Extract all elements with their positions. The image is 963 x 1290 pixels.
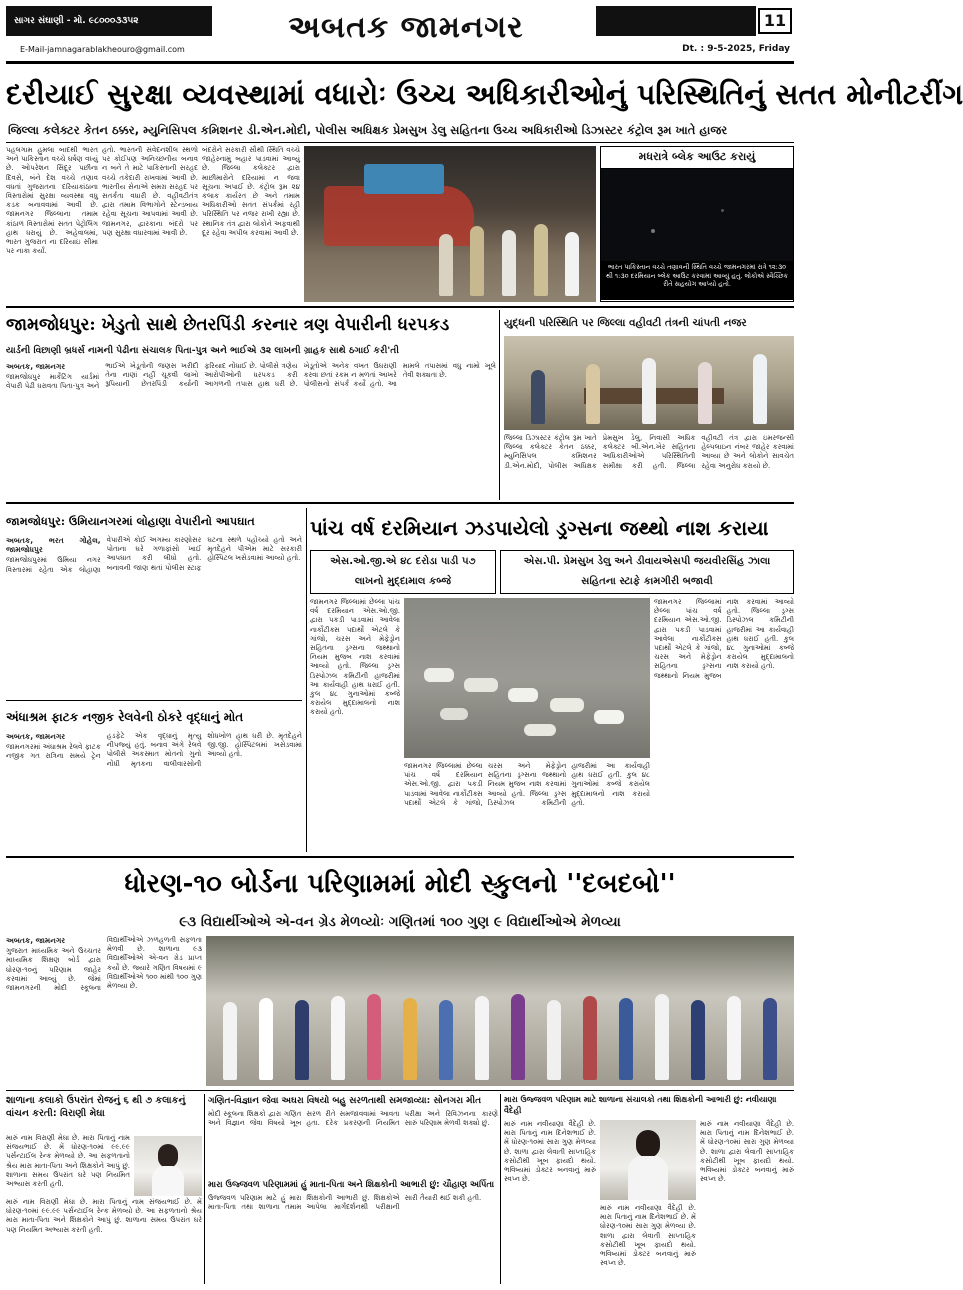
story2-byline: અબતક, જામનગર: [6, 362, 66, 371]
story6-box1: [310, 550, 496, 594]
story4-byline: અબતક, ભરત ગોહેલ, જામજોધપુર: [6, 536, 101, 555]
bottom-col2-body: મોદી સ્કૂલના શિક્ષકો દ્વારા ગણિત અને વિજ્ઞાન જેવા વિષયો ખૂબ સરળ રીતે સમજાવવામાં આવતા હતા. દરેક પ્રકરણની નિયમિત પરીક્ષા અને રિવિઝનના કારણે સારું પરિણામ મેળવી શક્યો છું.: [208, 1110, 498, 1128]
bottom-col2b-title: મારા ઉજ્જવળ પરિણામમાં હું માતા-પિતા અને શિક્ષકોની આભારી છું: ચૌહાણ અર્પિતા: [208, 1180, 495, 1190]
officials-at-desk: [504, 344, 794, 430]
story1-rule: [6, 142, 794, 143]
bottom-col3-title: મારા ઉજ્જવળ પરિણામ માટે શાળાના સંચાલકો તથા શિક્ષકોની આભારી છું: નવીયાણા વૈદેહી: [504, 1095, 777, 1115]
story6-box2-text: એસ.પી. પ્રેમસુખ ડેલુ અને ડીવાયએસપી જયવીરસિંહ ઝાલા સહિતના સ્ટાફે કામગીરી બજાવી: [523, 556, 771, 587]
masthead-right-strip: [596, 6, 756, 36]
officials-group: [424, 206, 594, 302]
control-room-photo: [504, 336, 794, 430]
students-group-photo: [206, 936, 794, 1086]
section-rule-1: [6, 306, 794, 308]
bottom-col2-title: ગણિત-વિજ્ઞાન જેવા અઘરા વિષયો બહુ સરળતાથી સમજાવ્યા: સોનગરા મીત: [208, 1096, 482, 1106]
harbour-officials-photo: [304, 146, 596, 302]
story3-headline: યુદ્ધની પરિસ્થિતિ પર જિલ્લા વહીવટી તંત્રની ચાંપતી નજર: [504, 317, 747, 329]
page-number: 11: [763, 11, 787, 30]
drugs-disposal-photo: [404, 598, 650, 758]
page-number-box: [758, 8, 792, 34]
section-rule-3: [6, 856, 794, 858]
story7-headline: ધોરણ-૧૦ બોર્ડના પરિણામમાં મોદી સ્કુલનો ''દબદબો'': [124, 869, 676, 899]
story5-rule: [6, 700, 302, 701]
story7-subhead: ૯૩ વિદ્યાર્થીઓએ એ-વન ગ્રેડ મેળવ્યોઃ ગણિતમાં ૧૦૦ ગુણ ૯ વિદ્યાર્થીઓએ મેળવ્યા: [179, 914, 621, 930]
story6-headline: પાંચ વર્ષ દરમિયાન ઝડપાયેલો ડ્રગ્સના જથ્થો નાશ કરાયા: [310, 516, 769, 540]
bottom-col2: [208, 1094, 498, 1284]
section-rule-4: [6, 1090, 794, 1091]
story1-subhead: જિલ્લા કલેક્ટર કેતન ઠક્કર, મ્યુનિસિપલ કમિશનર ડી.એન.મોદી, પોલીસ અધિક્ષક પ્રેમસુખ ડેલુ સહિતના ઉચ્ચ અધિકારીઓ ડિઝાસ્ટર કંટ્રોલ રૂમ ખાતે હાજર: [8, 123, 728, 137]
story2-body: અબતક, જામનગર જામજોધપુર માર્કેટિંગ યાર્ડમાં વેપારી પેઢી ધરાવતા પિતા-પુત્ર અને ભાઈએ ખેડૂતોની જણસ ખરીદી તેના નાણાં નહીં ચૂકવી લાખો રૂપિયાની છેતરપિંડી કર્યાની ફરિયાદ નોંધાઈ છે. પોલીસે ત્રણેય આરોપીઓની ધરપકડ કરી આગળની તપાસ હાથ ધરી છે. ખેડૂતોએ અનેક વખત ઉઘરાણી કરવા છતાં રકમ ન મળતાં આખરે પોલીસનો સંપર્ક કર્યો હતો. આ મામલે તપાસમાં વધુ નામો ખૂલે તેવી શક્યતા છે.: [6, 362, 496, 391]
story5-headline: અંધાશ્રમ ફાટક નજીક રેલવેની ઠોકરે વૃદ્ધાનું મોત: [6, 710, 244, 724]
story1-headline: દરીયાઈ સુરક્ષા વ્યવસ્થામાં વધારોઃ ઉચ્ચ અધિકારીઓનું પરિસ્થિતિનું સતત મોનીટરીંગ: [6, 77, 963, 111]
masthead-date: [606, 40, 794, 58]
masthead-rule: [6, 61, 794, 64]
bottom-col1: [6, 1094, 202, 1284]
masthead-left-strip: [6, 6, 212, 36]
boat-cabin: [364, 164, 444, 194]
story6-box2: [500, 550, 794, 594]
bottom-col3-body-right: મારું નામ નવીયાણા વૈદેહી છે. મારા પિતાનું નામ દિનેશભાઈ છે. મેં ધોરણ-૧૦માં સારા ગુણ મેળવ્યા છે. શાળા દ્વારા લેવાતી સાપ્તાહિક કસોટીથી ખૂબ ફાયદો થયો. ભવિષ્યમાં ડોક્ટર બનવાનું મારું સ્વપ્ન છે.: [700, 1120, 794, 1184]
story4-body: અબતક, ભરત ગોહેલ, જામજોધપુર જામજોધપુરમાં ઉમિયા નગર વિસ્તારમાં રહેતા એક લોહાણા વેપારીએ કોઈ અગમ્ય કારણોસર પોતાના ઘરે ગળાફાંસો ખાઈ આપઘાત કરી લીધો હતો. બનાવની જાણ થતાં પોલીસ સ્ટાફ ઘટના સ્થળે પહોંચ્યો હતો અને મૃતદેહને પીએમ માટે સરકારી હોસ્પિટલ ખસેડવામાં આવ્યો હતો.: [6, 536, 302, 574]
masthead-title: [276, 8, 536, 48]
section-rule-2: [6, 502, 794, 504]
story3-body: જિલ્લા ડિઝાસ્ટર કંટ્રોલ રૂમ ખાતે જિલ્લા કલેક્ટર કેતન ઠક્કર, મ્યુનિસિપલ કમિશનર ડી.એન.મોદી, પોલીસ અધિક્ષક પ્રેમસુખ ડેલુ, નિવાસી અધિક કલેક્ટર બી.એન.ખેર સહિતના અધિકારીઓએ પરિસ્થિતિની સમીક્ષા કરી હતી. જિલ્લા વહીવટી તંત્ર દ્વારા ઇમરજન્સી હેલ્પલાઇન નંબર જાહેર કરવામાં આવ્યા છે અને લોકોને સાવચેત રહેવા અનુરોધ કરાયો છે.: [504, 434, 794, 470]
story4-headline: જામજોધપુર: ઉમિયાનગરમાં લોહાણા વેપારીનો આપઘાત: [6, 514, 255, 528]
story2-headline: જામજોધપુર: ખેડુતો સાથે છેતરપિંડી કરનાર ત્રણ વેપારીની ધરપકડ: [6, 315, 450, 335]
story1-col3: બંદરોને સરકારી સૌથી સ્થિતિ વચ્ચે જાહેરનામું બહાર પાડવામાં આવ્યું છે. જિલ્લા કલેક્ટર દ્વારા માછીમારોને દરિયામાં ન જવા સૂચના અપાઈ છે. કંટ્રોલ રૂમ ૨૪ કલાક કાર્યરત છે અને તમામ અધિકારીઓ સતત સંપર્કમાં રહી પરિસ્થિતિ પર નજર રાખી રહ્યા છે. સ્થાનિક તંત્ર દ્વારા લોકોને અફવાથી દૂર રહેવા અપીલ કરવામાં આવી છે.: [202, 146, 300, 237]
vertical-rule-1: [499, 310, 500, 500]
bottom-col3-body-mid: મારું નામ નવીયાણા વૈદેહી છે. મારા પિતાનું નામ દિનેશભાઈ છે. મેં ધોરણ-૧૦માં સારા ગુણ મેળવ્યા છે. શાળા દ્વારા લેવાતી સાપ્તાહિક કસોટીથી ખૂબ ફાયદો થયો. ભવિષ્યમાં ડોક્ટર બનવાનું મારું સ્વપ્ન છે.: [600, 1204, 696, 1268]
bottom-col2b-body: ઉજ્જવળ પરિણામ માટે હું મારા માતા-પિતા તથા શાળાના તમામ શિક્ષકોની આભારી છું. શિક્ષકોએ આપેલા માર્ગદર્શનથી પરીક્ષાની સારી તૈયારી થઈ શકી હતી.: [208, 1194, 482, 1212]
story6-body-bottom: જામનગર જિલ્લામાં છેલ્લા પાંચ વર્ષ દરમિયાન એસ.ઓ.જી. દ્વારા પકડી પાડવામાં આવેલા નાર્કોટીક્સ પદાર્થો એટલે કે ગાંજો, ચરસ અને મેફેડ્રોન સહિતના ડ્રગ્સના જથ્થાનો નિયમ મુજબ નાશ કરવામાં આવ્યો હતો. જિલ્લા ડ્રગ્સ ડિસ્પોઝલ કમિટીની હાજરીમાં આ કાર્યવાહી હાથ ધરાઈ હતી. કુલ ૪૮ ગુનાઓમાં કબ્જે કરાયેલ મુદ્દામાલનો નાશ કરાયો હતો.: [404, 762, 650, 807]
story6-box1-text: એસ.ઓ.જી.એ ૪૮ દરોડા પાડી ૫૭ લાખનો મુદ્દામાલ કબ્જે: [330, 556, 476, 587]
megha-photo: [134, 1136, 202, 1196]
story1-col2: હતો. ભારતની સંવેદનશીલ સ્થળો પર કોઈપણ અનિચ્છનીય બનાવ ન બને તે માટે પાકિસ્તાની સરહદ વચ્ચે તકેદારી રાખવામાં આવી છે. ભારતીય સેનાએ સમગ્ર સરહદ પર સતર્કતા વધારી છે. વહીવટીતંત્ર દ્વારા તમામ વિભાગોને સ્ટેન્ડબાય રહેવા સૂચના આપવામાં આવી છે. જામનગર, દ્વારકાના બંદરો પર પણ સુરક્ષા વધારવામાં આવી છે.: [102, 146, 198, 237]
story5-body: અબતક, જામનગર જામનગરમાં અંધાશ્રમ રેલવે ફાટક નજીક ગત રાત્રિના સમયે ટ્રેન હડફેટે એક વૃદ્ધાનું મૃત્યુ નીપજ્યું હતું. બનાવ અંગે રેલવે પોલીસે અકસ્માત મોતનો ગુનો નોંધી મૃતકના વાલીવારસોની શોધખોળ હાથ ધરી છે. મૃતદેહને જી.જી. હોસ્પિટલમાં ખસેડવામાં આવ્યો હતો.: [6, 732, 302, 768]
story6-body-left: જામનગર જિલ્લામાં છેલ્લા પાંચ વર્ષ દરમિયાન એસ.ઓ.જી. દ્વારા પકડી પાડવામાં આવેલા નાર્કોટીક્સ પદાર્થો એટલે કે ગાંજો, ચરસ અને મેફેડ્રોન સહિતના ડ્રગ્સના જથ્થાનો નિયમ મુજબ નાશ કરવામાં આવ્યો હતો. જિલ્લા ડ્રગ્સ ડિસ્પોઝલ કમિટીની હાજરીમાં આ કાર્યવાહી હાથ ધરાઈ હતી. કુલ ૪૮ ગુનાઓમાં કબ્જે કરાયેલ મુદ્દામાલનો નાશ કરાયો હતો.: [310, 598, 400, 717]
vertical-rule-2: [306, 508, 307, 852]
blackout-photo: [601, 169, 793, 261]
bottom-col1-body: મારું નામ વિરાણી મેઘા છે. મારા પિતાનું નામ સંજયભાઈ છે. મેં ધોરણ-૧૦માં ૯૯.૯૯ પર્સન્ટાઈલ રેન્ક મેળવ્યો છે. આ સફળતાનો શ્રેય મારા માતા-પિતા અને શિક્ષકોને આપું છું. શાળાના સમય ઉપરાંત ઘરે પણ નિયમિત અભ્યાસ કરતી હતી.: [6, 1134, 130, 1189]
students-group: [206, 966, 794, 1086]
masthead: [6, 6, 794, 64]
blackout-box: [600, 146, 794, 302]
story1-col1: પહલગામ હુમલા બાદથી ભારત અને પાકિસ્તાન વચ્ચે ઘર્ષણ વધ્યું છે. ઓપરેશન સિંદૂર પછીના દિવસે, બંને દેશ વચ્ચે તણાવ વધતાં ગુજરાતના દરિયાકાંઠાના વિસ્તારોમાં સુરક્ષા વ્યવસ્થા વધુ કડક બનાવવામાં આવી છે. જામનગર જિલ્લાના તમામ કાંઠાળ વિસ્તારોમાં સતત પેટ્રોલિંગ હાથ ધરાયું છે. અહેવાલમાં, ભારત ગુજરાત ના દરિયાઇ સીમા પર નાકા કર્યાં.: [6, 146, 98, 256]
story7-body: અબતક, જામનગર ગુજરાત માધ્યમિક અને ઉચ્ચતર માધ્યમિક શિક્ષણ બોર્ડ દ્વારા ધોરણ-૧૦નું પરિણામ જાહેર કરવામાં આવ્યું છે. જેમાં જામનગરની મોદી સ્કૂલના વિદ્યાર્થીઓએ ઝળહળતી સફળતા મેળવી છે. શાળાના ૯૩ વિદ્યાર્થીઓએ એ-વન ગ્રેડ પ્રાપ્ત કર્યો છે. જ્યારે ગણિત વિષયમાં ૯ વિદ્યાર્થીઓએ ૧૦૦ માંથી ૧૦૦ ગુણ મેળવ્યા છે.: [6, 936, 202, 993]
date-text: Dt. : 9-5-2025, Friday: [682, 44, 790, 54]
vertical-rule-4: [500, 1094, 501, 1284]
bottom-col1-title: શાળાના કલાકો ઉપરાંત રોજનું ૬ થી ૭ કલાકનું વાંચન કરતી: વિરાણી મેઘા: [6, 1095, 186, 1119]
story7-byline: અબતક, જામનગર: [6, 936, 66, 945]
newspaper-title: અબતક જામનગર: [288, 10, 524, 45]
bottom-col1-body2: મારું નામ વિરાણી મેઘા છે. મારા પિતાનું નામ સંજયભાઈ છે. મેં ધોરણ-૧૦માં ૯૯.૯૯ પર્સન્ટાઈલ રેન્ક મેળવ્યો છે. આ સફળતાનો શ્રેય મારા માતા-પિતા અને શિક્ષકોને આપું છું. શાળાના સમય ઉપરાંત ઘરે પણ નિયમિત અભ્યાસ કરતી હતી.: [6, 1198, 202, 1234]
blackout-caption: ભારત પાકિસ્તાન વચ્ચે તણાવની સ્થિતિ વચ્ચે જામનગરમાં રાત્રે ૧૨:૩૦ થી ૧:૩૦ દરમિયાન બ્લેક આઉટ કરવામાં આવ્યું હતું. લોકોએ સ્વૈચ્છિક રીતે સહયોગ આપ્યો હતો.: [601, 261, 793, 300]
vertical-rule-3: [204, 1094, 205, 1284]
bottom-col3-body-left: મારું નામ નવીયાણા વૈદેહી છે. મારા પિતાનું નામ દિનેશભાઈ છે. મેં ધોરણ-૧૦માં સારા ગુણ મેળવ્યા છે. શાળા દ્વારા લેવાતી સાપ્તાહિક કસોટીથી ખૂબ ફાયદો થયો. ભવિષ્યમાં ડોક્ટર બનવાનું મારું સ્વપ્ન છે.: [504, 1120, 596, 1184]
reporter-line: સાગર સંઘાણી - મો. ૯૮૦૦૦૩૩૫૨: [14, 16, 139, 26]
bottom-col3: [504, 1094, 794, 1284]
masthead-email: [6, 40, 216, 58]
story6-body-right: જામનગર જિલ્લામાં છેલ્લા પાંચ વર્ષ દરમિયાન એસ.ઓ.જી. દ્વારા પકડી પાડવામાં આવેલા નાર્કોટીક્સ પદાર્થો એટલે કે ગાંજો, ચરસ અને મેફેડ્રોન સહિતના ડ્રગ્સના જથ્થાનો નિયમ મુજબ નાશ કરવામાં આવ્યો હતો. જિલ્લા ડ્રગ્સ ડિસ્પોઝલ કમિટીની હાજરીમાં આ કાર્યવાહી હાથ ધરાઈ હતી. કુલ ૪૮ ગુનાઓમાં કબ્જે કરાયેલ મુદ્દામાલનો નાશ કરાયો હતો.: [654, 598, 794, 680]
story5-byline: અબતક, જામનગર: [6, 732, 66, 741]
email-text: E-Mail-jamnagarablakheouro@gmail.com: [20, 44, 185, 54]
blackout-title: મધરાત્રે બ્લેક આઉટ કરાયું: [601, 147, 793, 169]
vaidehi-photo: [600, 1120, 696, 1200]
story2-subhead: યાર્ડની વિછાણી બ્રધર્સ નામની પેઢીના સંચાલક પિતા-પુત્ર અને ભાઈએ ૩૨ લાખની ગ્રાહક સાથે ઠગાઈ કરી'તી: [6, 345, 399, 356]
